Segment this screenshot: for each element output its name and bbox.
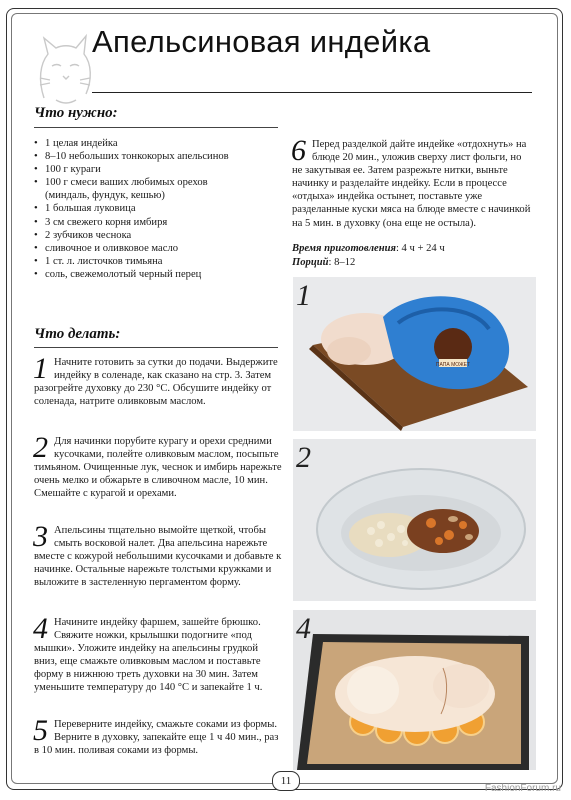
stuffing-bowl-image (293, 439, 536, 601)
step-number: 4 (33, 612, 48, 645)
photo-number: 1 (296, 279, 311, 312)
step-number: 3 (33, 520, 48, 553)
title-rule (92, 92, 532, 93)
step-photo-4 (293, 610, 536, 770)
step-2 (33, 431, 282, 500)
ingredient-item: • 1 целая индейка (34, 137, 284, 150)
method-rule (34, 347, 278, 348)
step-text: Перед разделкой дайте индейке «отдохнуть» на блюде 20 мин., уложив сверху лист фольги, но не закутывая ее. Затем разрежьте нитки, выньте начинку и разделайте индейку. Если в процессе «отдыха» индейка остынет, поставьте уже разделанные куски мяса на блюде вместе с начинкой на 5 мин. в духовку (она еще не остыла). (292, 139, 531, 229)
step-5 (33, 714, 282, 757)
portions-label: Порций (292, 257, 329, 268)
page-title: Апельсиновая индейка (92, 24, 431, 59)
portions-value: : 8–12 (328, 257, 356, 268)
step-1 (33, 352, 282, 408)
turkey-package-image (293, 277, 536, 431)
package-label: ПАПА МОЖЕТ (435, 362, 471, 368)
cooking-time-value: : 4 ч + 24 ч (395, 243, 445, 254)
ingredient-item: • 3 см свежего корня имбиря (34, 216, 284, 229)
cooking-time-label: Время приготовления (292, 243, 396, 254)
step-6 (291, 134, 532, 230)
step-text: Апельсины тщательно вымойте щеткой, чтобы смыть восковой налет. Два апельсина нарежьте вместе с кожурой небольшими кусочками и добавьте к начинке. Остальные нарежьте толстыми кружками и выложите в застеленную пергаментом форму. (34, 525, 282, 589)
step-photo-1 (293, 277, 536, 431)
ingredient-item: • соль, свежемолотый черный перец (34, 268, 284, 281)
ingredient-item: • сливочное и оливковое масло (34, 242, 284, 255)
ingredient-item: • 1 ст. л. листочков тимьяна (34, 255, 284, 268)
ingredients-rule (34, 127, 278, 128)
step-photo-2 (293, 439, 536, 601)
ingredient-item: • 2 зубчиков чеснока (34, 229, 284, 242)
step-number: 2 (33, 431, 48, 464)
step-text: Начините индейку фаршем, зашейте брюшко. Свяжите ножки, крылышки подогните «под мышки». Уложите индейку на апельсины грудкой вниз, еще смажьте оливковым маслом и поставьте форму в нижнюю треть духовки на 30 мин. Затем уменьшите температуру до 140 °С и запекайте 1 ч. (34, 617, 263, 694)
step-number: 5 (33, 714, 48, 747)
method-heading: Что делать: (34, 326, 121, 342)
step-number: 6 (291, 134, 306, 167)
portions (292, 256, 355, 269)
turkey-tray-image (293, 610, 536, 770)
ingredients-list (34, 137, 284, 281)
step-text: Начните готовить за сутки до подачи. Выдержите индейку в соленаде, как сказано на стр. 3. Затем разогрейте духовку до 230 °С. Обсушите индейку от соленада, натрите оливковым маслом. (34, 357, 278, 408)
step-3 (33, 520, 282, 589)
cooking-time (292, 242, 445, 255)
ingredient-item: • 100 г смеси ваших любимых орехов (34, 176, 284, 189)
step-number: 1 (33, 352, 48, 385)
watermark: FashionForum.ru (484, 783, 561, 794)
page-number: 11 (272, 771, 300, 791)
ingredient-item-continued: (миндаль, фундук, кешью) (45, 190, 165, 202)
ingredient-item: • 1 большая луковица (34, 202, 284, 215)
photo-number: 2 (296, 441, 311, 474)
ingredient-item: • 8–10 небольших тонкокорых апельсинов (34, 150, 284, 163)
step-text: Для начинки порубите курагу и орехи средними кусочками, полейте оливковым маслом, посыпьте тимьяном. Очищенные лук, чеснок и имбирь нарежьте очень мелко и обжарьте в сливочном масле, 10 мин. Смешайте с курагой и орехами. (34, 436, 282, 500)
ingredients-heading: Что нужно: (34, 105, 118, 121)
step-text: Переверните индейку, смажьте соками из формы. Верните в духовку, запекайте еще 1 ч 40 мин., раз в 10 мин. поливая соками из формы. (34, 719, 279, 757)
ingredient-item: • 100 г кураги (34, 163, 284, 176)
photo-number: 4 (296, 612, 311, 645)
step-4 (33, 612, 282, 695)
